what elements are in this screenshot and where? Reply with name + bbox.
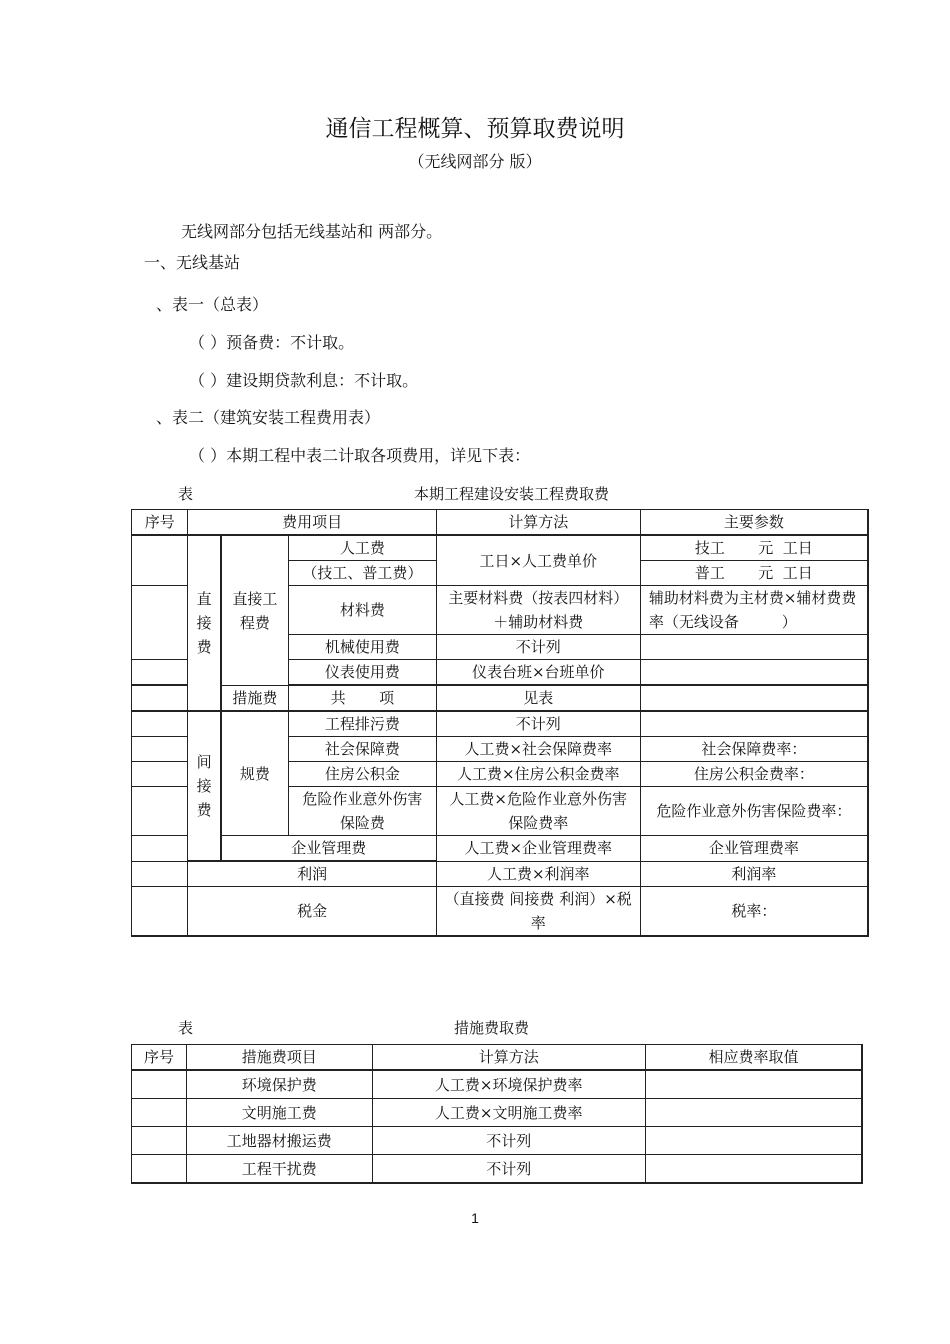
- profit-param: 利润率: [640, 861, 868, 887]
- table2-item: 文明施工费: [186, 1099, 372, 1127]
- labor-fee-sub: （技工、普工费）: [289, 561, 437, 586]
- section-heading-wireless-base-station: 一、无线基站: [144, 253, 241, 272]
- housing-fee: 住房公积金: [289, 762, 437, 787]
- mgmt-fee: 企业管理费: [221, 836, 437, 862]
- tax-method-text: （直接费 间接费 利润）×税率: [444, 890, 632, 932]
- profit-method: 人工费×利润率: [436, 861, 640, 887]
- measures-fee-table: [131, 1044, 863, 1184]
- instrument-method: 仪表台班×台班单价: [436, 660, 640, 685]
- measures-fee: 措施费: [221, 686, 289, 712]
- table1-seq-cell: [132, 586, 188, 660]
- risk-method: [436, 787, 640, 836]
- risk-fee: [289, 787, 437, 836]
- page-number: 1: [471, 1210, 479, 1226]
- profit: 利润: [188, 861, 436, 887]
- mgmt-param: 企业管理费率: [640, 836, 868, 862]
- table2-item: 工程干扰费: [186, 1155, 372, 1184]
- machine-param: [640, 635, 868, 660]
- tax-method: [436, 887, 640, 937]
- item-loan-interest: （ ）建设期贷款利息：不计取。: [189, 371, 419, 390]
- pollution-param: [640, 711, 868, 737]
- measures-method: 见表: [436, 686, 640, 712]
- table1-caption: 本期工程建设安装工程费取费: [414, 485, 610, 503]
- installation-fee-table: [131, 509, 869, 937]
- document-subtitle: （无线网部分 版）: [408, 152, 542, 171]
- table2-item: 环境保护费: [186, 1070, 372, 1099]
- table1-seq-cell: [132, 660, 188, 685]
- table1-seq-cell: [132, 861, 188, 887]
- table2-header-item: 措施费项目: [186, 1045, 372, 1071]
- table2-seq-cell: [132, 1070, 187, 1099]
- indirect-fee-cell: [188, 711, 221, 861]
- table2-method: 人工费×文明施工费率: [372, 1099, 645, 1127]
- material-method: [436, 586, 640, 635]
- table1-header-seq: 序号: [132, 510, 188, 536]
- housing-method: 人工费×住房公积金费率: [436, 762, 640, 787]
- machine-fee: 机械使用费: [289, 635, 437, 660]
- direct-engineering-fee-cell: [221, 535, 289, 686]
- table-row: [132, 1127, 863, 1155]
- table2-method: 不计列: [372, 1127, 645, 1155]
- labor-param-skilled: 技工 元 工日: [640, 535, 868, 561]
- table1-seq-cell: [132, 836, 188, 862]
- material-param-text: 辅助材料费为主材费×辅材费费率（无线设备 ）: [648, 589, 857, 631]
- table1-seq-cell: [132, 887, 188, 937]
- pollution-fee: 工程排污费: [289, 711, 437, 737]
- table2-rate: [645, 1099, 862, 1127]
- risk-param: [640, 787, 868, 836]
- mgmt-method: 人工费×企业管理费率: [436, 836, 640, 862]
- table2-method: 人工费×环境保护费率: [372, 1070, 645, 1099]
- table-row: [132, 1099, 863, 1127]
- table1-header-item: 费用项目: [188, 510, 436, 536]
- table2-seq-cell: [132, 1155, 187, 1184]
- risk-method-text: 人工费×危险作业意外伤害保险费率: [449, 790, 627, 832]
- pollution-method: 不计列: [436, 711, 640, 737]
- social-method: 人工费×社会保障费率: [436, 737, 640, 762]
- intro-paragraph: 无线网部分包括无线基站和 两部分。: [181, 222, 443, 241]
- table2-seq-cell: [132, 1127, 187, 1155]
- table-row: [132, 1155, 863, 1184]
- material-fee: 材料费: [289, 586, 437, 635]
- subsection-table-one: 、表一（总表）: [156, 295, 269, 314]
- table1-header-method: 计算方法: [436, 510, 640, 536]
- labor-method: 工日×人工费单价: [436, 535, 640, 586]
- item-reserve-fee: （ ）预备费：不计取。: [189, 333, 355, 352]
- table2-caption: 措施费取费: [454, 1019, 530, 1037]
- table1-seq-cell: [132, 535, 188, 586]
- document-title: 通信工程概算、预算取费说明: [325, 116, 625, 142]
- table1-seq-cell: [132, 737, 188, 762]
- item-table-two-fees: （ ）本期工程中表二计取各项费用，详见下表：: [189, 446, 531, 465]
- social-fee: 社会保障费: [289, 737, 437, 762]
- risk-fee-text: 危险作业意外伤害保险费: [302, 790, 423, 832]
- table1-seq-cell: [132, 762, 188, 787]
- table2-item: 工地器材搬运费: [186, 1127, 372, 1155]
- instrument-param: [640, 660, 868, 685]
- table2-rate: [645, 1127, 862, 1155]
- table2-rate: [645, 1070, 862, 1099]
- table2-method: 不计列: [372, 1155, 645, 1184]
- measures-item: 共 项: [289, 686, 437, 712]
- instrument-fee: 仪表使用费: [289, 660, 437, 685]
- material-method-text: 主要材料费（按表四材料）＋辅助材料费: [448, 589, 629, 631]
- material-param: [640, 586, 868, 635]
- table1-label: 表: [178, 485, 194, 503]
- direct-engineering-fee-label: 直接工程费: [232, 589, 278, 632]
- table2-header-rate: 相应费率取值: [645, 1045, 862, 1071]
- table2-header-method: 计算方法: [372, 1045, 645, 1071]
- labor-param-general: 普工 元 工日: [640, 561, 868, 586]
- risk-param-text: 危险作业意外伤害保险费率：: [656, 802, 852, 820]
- labor-fee: 人工费: [289, 535, 437, 561]
- fees-cell: 规费: [221, 711, 289, 836]
- table1-seq-cell: [132, 787, 188, 836]
- table1-seq-cell: [132, 711, 188, 737]
- direct-fee-cell: [188, 535, 221, 711]
- social-param: 社会保障费率：: [640, 737, 868, 762]
- table2-header-seq: 序号: [132, 1045, 187, 1071]
- tax: 税金: [188, 887, 436, 937]
- housing-param: 住房公积金费率：: [640, 762, 868, 787]
- table1-header-param: 主要参数: [640, 510, 868, 536]
- tax-param: 税率：: [640, 887, 868, 937]
- machine-method: 不计列: [436, 635, 640, 660]
- table-row: [132, 1070, 863, 1099]
- table2-label: 表: [178, 1019, 194, 1037]
- direct-fee-label: 直接费: [196, 590, 212, 656]
- table2-rate: [645, 1155, 862, 1184]
- table2-seq-cell: [132, 1099, 187, 1127]
- table1-seq-cell: [132, 686, 188, 712]
- subsection-table-two: 、表二（建筑安装工程费用表）: [156, 408, 381, 427]
- measures-param: [640, 686, 868, 712]
- indirect-fee-label: 间接费: [196, 753, 212, 819]
